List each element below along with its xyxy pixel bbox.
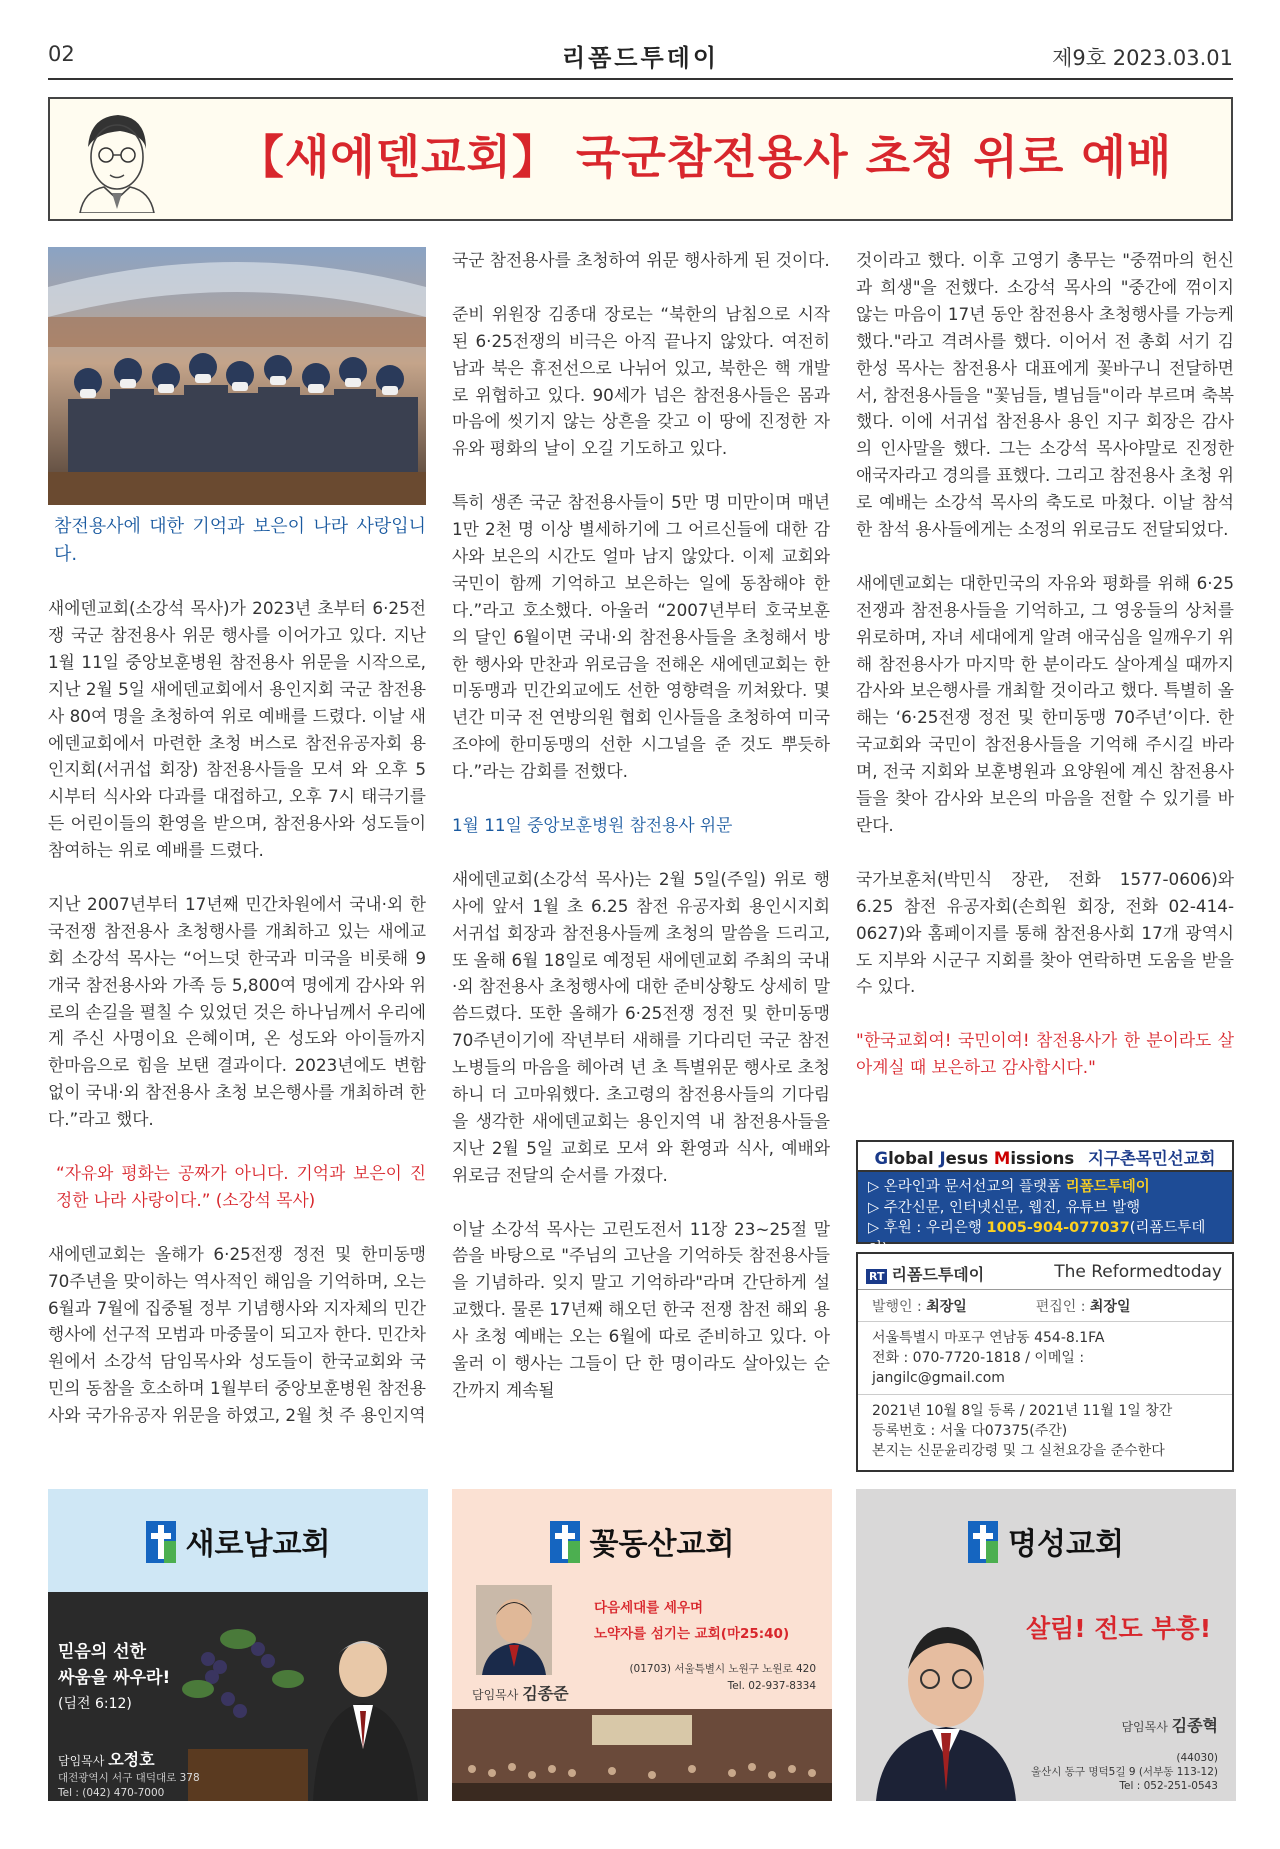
registration-row: 2021년 10월 8일 등록 / 2021년 11월 1일 창간 등록번호 : 서울 다07375(주간) 본지는 신문윤리강령 및 그 실천요강을 준수한다 — [872, 1403, 1173, 1459]
ad-kkotdongsan-church[interactable] — [452, 1489, 832, 1801]
congregation-photo — [452, 1709, 832, 1801]
ad-slogan: 믿음의 선한 싸움을 싸우라! (딤전 6:12) — [58, 1642, 171, 1712]
cross-icon — [146, 1521, 176, 1563]
page-header — [48, 34, 1233, 84]
paragraph: 새에덴교회(소강석 목사)가 2023년 초부터 6·25전쟁 국군 참전용사 위문 행사를 이어가고 있다. 지난 1월 11일 중앙보훈병원 참전용사 위문을 시작으로, 지난 2월 5일 새에덴교회에서 용인지회 국군 참전용사 80여 명을 초청하여 위로 예배를 드렸다. 이날 새에덴교회에서 마련한 초청 버스로 참전유공자회 용인지회(서귀섭 회장) 참전용사들을 모셔 와 오후 5시부터 식사와 다과를 대접하고, 오후 7시 태극기를 든 어린이들의 환영을 받으며, 참전용사와 성도들이 참여하는 위로 예배를 드렸다. — [48, 598, 426, 861]
pastor-photo — [866, 1609, 1026, 1801]
grapevine-pastor-photo — [168, 1599, 428, 1801]
info-header — [858, 1254, 1232, 1290]
ad-slogan: 살림! 전도 부흥! — [1026, 1614, 1212, 1643]
paragraph: 새에덴교회는 대한민국의 자유와 평화를 위해 6·25전쟁과 참전용사들을 기억하고, 그 영웅들의 상처를 위로하며, 자녀 세대에게 알려 애국심을 일깨우기 위해 참전용사가 마지막 한 분이라도 살아계실 때까지 감사와 보은행사를 개최할 것이라고 했다. 특별히 올해는 ‘6·25전쟁 정전 및 한미동맹 70주년’이다. 한국교회와 국민이 참전용사들을 기억해 주시길 바라며, 전국 지회와 보훈병원과 요양원에 계신 참전용사들을 찾아 감사와 보은의 마음을 전할 수 있기를 바란다. — [856, 572, 1234, 836]
header-rule — [48, 78, 1233, 80]
ad-address: (01703) 서울특별시 노원구 노원로 420 Tel. 02-937-8334 — [629, 1663, 816, 1692]
article-column-3 — [856, 247, 1234, 1108]
english-title: The Reformedtoday — [1054, 1262, 1222, 1282]
photo-caption: 참전용사에 대한 기억과 보은이 나라 사랑입니다. — [54, 516, 426, 565]
article-column-1 — [48, 247, 426, 1456]
publication-info-box — [856, 1252, 1234, 1472]
paragraph: 지난 2007년부터 17년째 민간차원에서 국내·외 한국전쟁 참전용사 초청행사를 개최하고 있는 새에교회 소강석 목사는 “어느덧 한국과 미국을 비롯해 9개국 참전용사와 가족 등 5,800여 명에게 감사와 위로의 손길을 펼칠 수 있었던 것은 하나님께서 우리에게 주신 사명이요 은혜이며, 온 성도와 아이들까지 한마음으로 힘을 보탠 결과이다. 2023년에도 변함없이 국내·외 참전용사 초청 보은행사를 개최하려 한다.”라고 했다. — [48, 893, 426, 1130]
gjm-details: ▷ 온라인과 문서선교의 플랫폼 리폼드투데이 ▷ 주간신문, 인터넷신문, 웹진, 유튜브 발행 ▷ 후원 : 우리은행 1005-904-077037(리폼드투데이) — [858, 1172, 1232, 1242]
veterans-worship-photo[interactable] — [48, 247, 426, 505]
headline: 【새에덴교회】 국군참전용사 초청 위로 예배 — [237, 130, 1173, 184]
church-name: 꽃동산교회 — [452, 1519, 832, 1567]
subheading: 1월 11일 중앙보훈병원 참전용사 위문 — [452, 814, 733, 835]
pastor-name: 담임목사 김종준 — [472, 1684, 569, 1703]
closing-quote: "한국교회여! 국민이여! 참전용사가 한 분이라도 살아계실 때 보은하고 감사합시다." — [856, 1030, 1234, 1078]
paragraph: 것이라고 했다. 이후 고영기 총무는 "중꺾마의 헌신과 희생"을 전했다. 소강석 목사의 "중간에 꺾이지 않는 마음이 17년 동안 참전용사 초청행사를 가능케 했다."라고 격려사를 했다. 이어서 전 총회 서기 김한성 목사는 참전용사 대표에게 꽃바구니 전달하면서, 참전용사들을 "꽃님들, 별님들"이라 부르며 축복했다. 이에 서귀섭 참전용사 용인 지구 회장은 감사의 인사말을 했다. 그는 소강석 목사야말로 진정한 애국자라고 경의를 표했다. 그리고 참전용사 초청 위로 예배는 소강석 목사의 축도로 마쳤다. 이날 참석한 참석 용사들에게는 소정의 위로금도 전달되었다. — [856, 250, 1234, 540]
page-number: 02 — [48, 42, 75, 66]
paragraph: 국군 참전용사를 초청하여 위문 행사하게 된 것이다. — [452, 250, 830, 270]
paragraph: 새에덴교회는 올해가 6·25전쟁 정전 및 한미동맹 70주년을 맞이하는 역사적인 해임을 기억하며, 오는 6월과 7월에 집중될 정부 기념행사와 지자체의 민간 행사에 선구적 모범과 마중물이 되고자 한다. 민간차원에서 소강석 담임목사와 성도들이 한국교회와 국민의 동참을 호소하며 1월부터 중앙보훈병원 참전용사와 국가유공자 위문을 하였고, 2월 첫 주 용인지역 — [48, 1243, 426, 1426]
ad-slogan: 다음세대를 세우며 노약자를 섬기는 교회(마25:40) — [594, 1600, 790, 1642]
ad-address: (44030) 울산시 동구 명덕5길 9 (서부동 113-12) Tel : 052-251-0543 — [1030, 1752, 1218, 1792]
ad-saeronam-church[interactable] — [48, 1489, 428, 1801]
author-portrait-sketch — [60, 105, 172, 213]
publisher-row: 발행인 : 최장일 편집인 : 최장일 — [858, 1290, 1232, 1322]
contact-email[interactable]: 전화 : 070-7720-1818 / 이메일 : jangilc@gmail.com — [872, 1350, 1085, 1386]
cross-icon — [968, 1521, 998, 1563]
reformedtoday-logo[interactable]: RT 리폼드투데이 — [866, 1262, 984, 1285]
headline-box — [48, 97, 1233, 221]
issue-date: 제9호 2023.03.01 — [1052, 46, 1233, 70]
church-name: 명성교회 — [856, 1519, 1236, 1567]
ad-address: 대전광역시 서구 대덕대로 378 Tel : (042) 470-7000 — [58, 1772, 200, 1799]
church-name: 새로남교회 — [48, 1519, 428, 1567]
masthead[interactable]: 리폼드투데이 — [561, 44, 720, 72]
pastor-name: 담임목사 김종혁 — [1121, 1716, 1218, 1735]
pull-quote: “자유와 평화는 공짜가 아니다. 기억과 보은이 진정한 나라 사랑이다.” (소강석 목사) — [56, 1163, 426, 1210]
paragraph: 국가보훈처(박민식 장관, 전화 1577-0606)와 6.25 참전 유공자회(손희원 회장, 전화 02-414-0627)와 홈페이지를 통해 참전용사회 17개 광역시도 지부와 시군구 지회를 찾아 연락하면 도움을 받을 수 있다. — [856, 868, 1234, 997]
global-jesus-missions-box[interactable] — [856, 1140, 1234, 1257]
gjm-title: Global Jesus Missions 지구촌목민선교회 — [858, 1142, 1232, 1172]
paragraph: 준비 위원장 김종대 장로는 “북한의 남침으로 시작된 6·25전쟁의 비극은 아직 끝나지 않았다. 여전히 남과 북은 휴전선으로 나뉘어 있고, 북한은 핵 개발로 위협하고 있다. 90세가 넘은 참전용사들은 몸과 마음에 씻기지 않는 상흔을 갖고 이 땅에 진정한 자유와 평화의 날이 오길 기도하고 있다. — [452, 303, 830, 459]
paragraph: 새에덴교회(소강석 목사)는 2월 5일(주일) 위로 행사에 앞서 1월 초 6.25 참전 유공자회 용인시지회 서귀섭 회장과 참전용사들께 초청의 말씀을 드리고, 또 올해 6월 18일로 예정된 새에덴교회 주최의 국내·외 참전용사 초청행사에 대한 준비상황도 상세히 말씀드렸다. 또한 올해가 6·25전쟁 정전 및 한미동맹 70주년이기에 작년부터 새해를 기다리던 국군 참전 노병들의 마음을 헤아려 년 초 특별위문 행사로 초청하니 더 고마워했다. 초고령의 참전용사들의 기다림을 생각한 새에덴교회는 용인지역 내 참전용사들을 지난 2월 5일 교회로 모셔 와 환영과 식사, 예배와 위로금 전달의 순서를 가졌다. — [452, 868, 830, 1185]
pastor-photo — [476, 1585, 552, 1675]
contact-row: 서울특별시 마포구 연남동 454-8.1FA 전화 : 070-7720-1818 / 이메일 : jangilc@gmail.com — [858, 1322, 1232, 1395]
pastor-name: 담임목사 오정호 — [58, 1750, 155, 1769]
paragraph: 특히 생존 국군 참전용사들이 5만 명 미만이며 매년 1만 2천 명 이상 별세하기에 그 어르신들에 대한 감사와 보은의 시간도 얼마 남지 않았다. 이제 교회와 국민이 함께 기억하고 보은하는 일에 동참해야 한다.”라고 호소했다. 아울러 “2007년부터 호국보훈의 달인 6월이면 국내·외 참전용사들을 초청해서 방한 행사와 만찬과 위로금을 전해온 새에덴교회는 한미동맹과 민간외교에도 선한 영향력을 끼쳐왔다. 몇 년간 미국 전 연방의원 협회 인사들을 초청하여 미국 조야에 한미동맹의 선한 시그널을 준 것도 뿌듯하다.”라는 감회를 전했다. — [452, 492, 830, 782]
article-column-2 — [452, 247, 830, 1431]
paragraph: 이날 소강석 목사는 고린도전서 11장 23~25절 말씀을 바탕으로 "주님의 고난을 기억하듯 참전용사들을 기념하라. 잊지 말고 기억하라"라며 간단하게 설교했다. 물론 17년째 해오던 한국 전쟁 참전 해외 용사 초청 예배는 오는 6월에 따로 준비하고 있다. 아울러 이 행사는 그들이 단 한 명이라도 살아있는 순간까지 계속될 — [452, 1218, 830, 1400]
cross-icon — [550, 1521, 580, 1563]
ad-myungsung-church[interactable] — [856, 1489, 1236, 1801]
